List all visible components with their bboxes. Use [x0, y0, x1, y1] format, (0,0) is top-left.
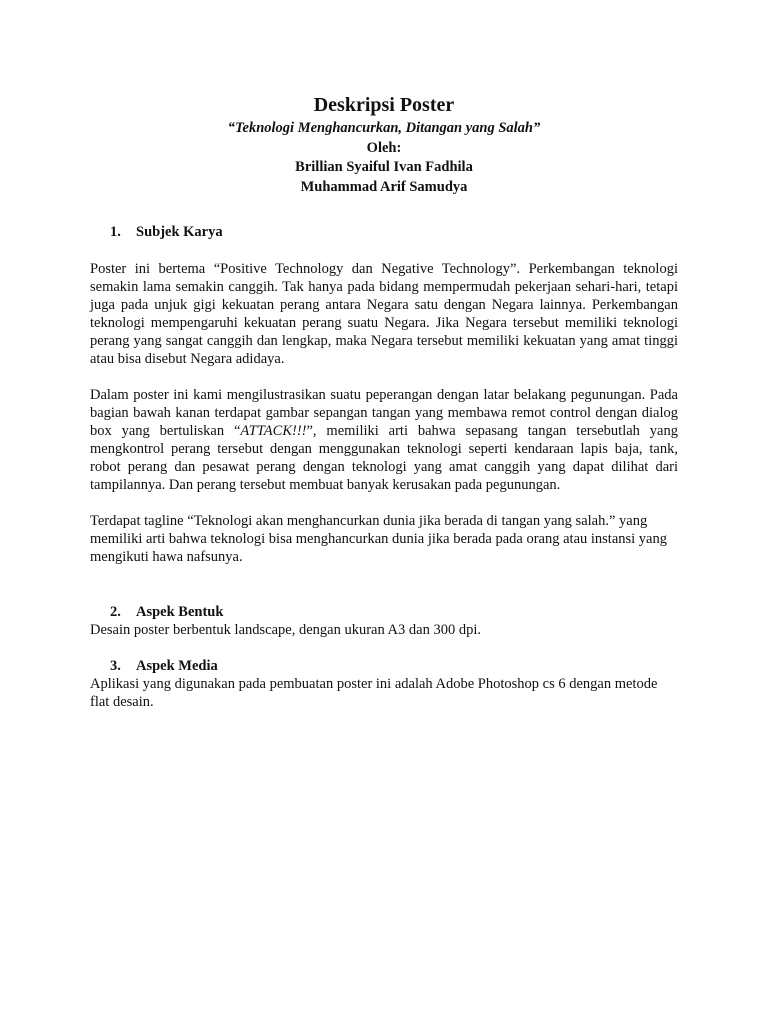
attack-text: ATTACK!!!: [240, 423, 307, 439]
by-label: Oleh:: [366, 139, 402, 156]
section-number: 3.: [110, 658, 121, 674]
section-heading: [90, 603, 678, 621]
section-title: Subjek Karya: [136, 224, 223, 240]
section-number: 2.: [110, 604, 121, 620]
document-body: [90, 223, 678, 711]
paragraph: Desain poster berbentuk landscape, dengan ukuran A3 dan 300 dpi.: [90, 622, 481, 638]
author-name: Brillian Syaiful Ivan Fadhila: [295, 159, 473, 175]
paragraph: Aplikasi yang digunakan pada pembuatan poster ini adalah Adobe Photoshop cs 6 dengan metode flat desain.: [90, 676, 658, 710]
section-title: Aspek Media: [136, 658, 218, 674]
paragraph-text: Dalam poster ini kami mengilustrasikan suatu peperangan dengan latar belakang pegunungan. Pada bagian bawah kanan terdapat gambar sepangan tangan yang membawa remot control dengan dialog box yang bertuliskan “: [90, 387, 678, 439]
paragraph-text: ”, memiliki arti bahwa sepasang tangan tersebutlah yang mengkontrol perang tersebut dengan menggunakan teknologi seperti kendaraan lapis baja, tank, robot perang dan pesawat perang dengan teknologi yang amat canggih yang dapat dilihat dari tampilannya. Dan perang tersebut membuat banyak kerusakan pada pegunungan.: [90, 423, 678, 493]
document-title: Deskripsi Poster: [313, 94, 455, 116]
poster-subtitle: “Teknologi Menghancurkan, Ditangan yang Salah”: [227, 120, 541, 136]
section-title: Aspek Bentuk: [136, 604, 224, 620]
paragraph: Poster ini bertema “Positive Technology dan Negative Technology”. Perkembangan teknologi semakin lama semakin canggih. Tak hanya pada bidang mempermudah pekerjaan sehari-hari, tetapi juga pada unjuk gigi kekuatan perang antara Negara satu dengan Negara lainnya. Perkembangan teknologi mempengaruhi kekuatan perang suatu Negara. Jika Negara tersebut memiliki teknologi perang yang sangat canggih dan lengkap, maka Negara tersebut memiliki kekuatan yang amat tinggi atau bisa disebut Negara adidaya.: [90, 261, 678, 367]
paragraph: Terdapat tagline “Teknologi akan menghancurkan dunia jika berada di tangan yang salah.” yang memiliki arti bahwa teknologi bisa menghancurkan dunia jika berada pada orang atau instansi yang mengikuti hawa nafsunya.: [90, 513, 667, 565]
section-heading: [90, 657, 678, 675]
author-name: Muhammad Arif Samudya: [300, 178, 468, 195]
paragraph: [90, 386, 678, 494]
document-header: [0, 92, 768, 197]
section-number: 1.: [110, 224, 121, 240]
section-heading: [90, 223, 678, 241]
